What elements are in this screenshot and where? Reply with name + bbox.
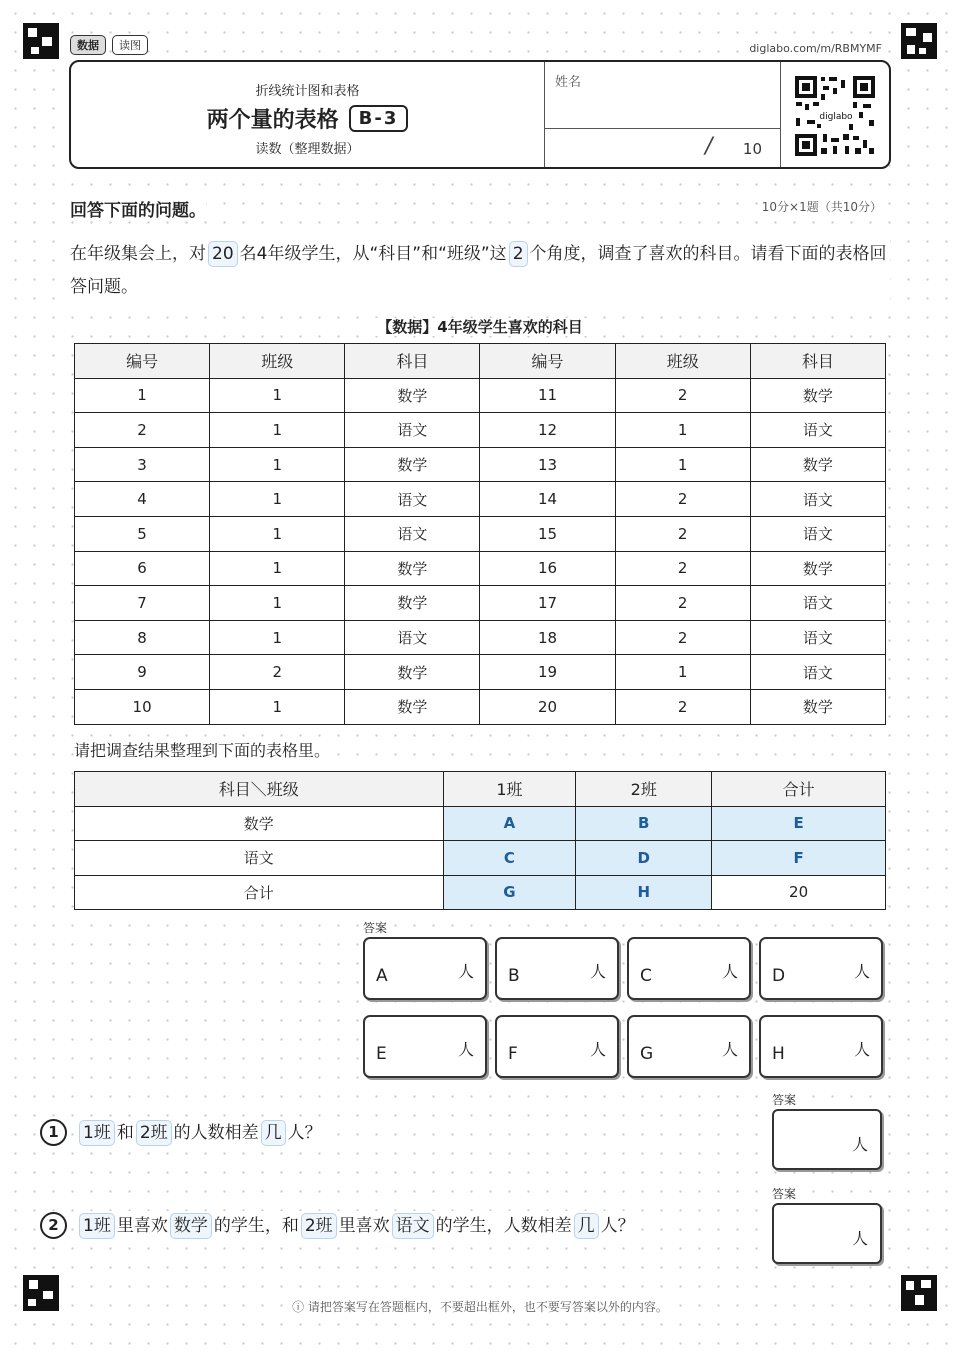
summary-header-row — [75, 772, 886, 807]
angle-count: 2 — [509, 241, 528, 267]
table-cell: 语文 — [750, 516, 885, 551]
table-cell: 1 — [615, 447, 750, 482]
answer-box-D[interactable]: D 人 — [759, 937, 883, 1000]
tag-read-chart: 读图 — [112, 35, 148, 55]
table-row — [75, 378, 886, 413]
summary-col-total: 合计 — [712, 772, 886, 807]
q1-answer-box[interactable]: 人 — [772, 1109, 882, 1170]
table-cell: 1 — [210, 482, 345, 517]
page-url: diglabo.com/m/RBMYMF — [749, 42, 882, 55]
answer-box-B[interactable]: B 人 — [495, 937, 619, 1000]
worksheet-header — [69, 60, 891, 169]
qr-code-icon — [793, 74, 877, 158]
question-fragment: 和 — [116, 1123, 134, 1143]
table-row — [75, 482, 886, 517]
table-cell: 2 — [615, 516, 750, 551]
column-header: 科目 — [750, 344, 885, 379]
table-row — [75, 447, 886, 482]
cell-B: B — [576, 806, 712, 841]
highlight-term: 1班 — [79, 1120, 115, 1146]
column-header: 编号 — [75, 344, 210, 379]
table-row — [75, 620, 886, 655]
table-cell: 13 — [480, 447, 615, 482]
table-cell: 12 — [480, 413, 615, 448]
column-header: 班级 — [210, 344, 345, 379]
corner-marker-top-left — [23, 23, 59, 59]
table-cell: 11 — [480, 378, 615, 413]
highlight-term: 2班 — [301, 1213, 337, 1239]
answer-box-A[interactable]: A 人 — [363, 937, 487, 1000]
table-cell: 6 — [75, 551, 210, 586]
table-row — [75, 586, 886, 621]
table-row — [75, 689, 886, 724]
table-cell: 2 — [615, 482, 750, 517]
table-cell: 语文 — [750, 620, 885, 655]
table-cell: 语文 — [750, 482, 885, 517]
question-fragment: 人？ — [600, 1216, 635, 1236]
data-table — [74, 343, 886, 725]
table-cell: 语文 — [750, 655, 885, 690]
question-number: 2 — [40, 1212, 67, 1239]
table-cell: 数学 — [345, 378, 480, 413]
table-cell: 数学 — [345, 655, 480, 690]
footer-note: ⓘ 请把答案写在答题框内，不要超出框外，也不要写答案以外的内容。 — [0, 1298, 960, 1315]
cell-C: C — [443, 841, 576, 876]
answer-box-H[interactable]: H 人 — [759, 1015, 883, 1078]
summary-row-chinese — [75, 841, 886, 876]
table-cell: 5 — [75, 516, 210, 551]
highlight-term: 1班 — [79, 1213, 115, 1239]
data-table-header-row — [75, 344, 886, 379]
table-cell: 7 — [75, 586, 210, 621]
table-cell: 16 — [480, 551, 615, 586]
table-cell: 9 — [75, 655, 210, 690]
table-cell: 1 — [210, 516, 345, 551]
question-fragment: 的学生，和 — [213, 1216, 299, 1236]
cell-grand-total: 20 — [712, 875, 886, 910]
corner-marker-top-right — [901, 23, 937, 59]
table-cell: 1 — [210, 620, 345, 655]
table-cell: 数学 — [345, 447, 480, 482]
table-cell: 4 — [75, 482, 210, 517]
summary-col-class2: 2班 — [576, 772, 712, 807]
question-1 — [40, 1118, 322, 1146]
summary-row-total — [75, 875, 886, 910]
table-cell: 语文 — [345, 482, 480, 517]
question-text — [77, 1118, 322, 1146]
table-cell: 14 — [480, 482, 615, 517]
table-cell: 1 — [210, 378, 345, 413]
table-cell: 1 — [210, 447, 345, 482]
summary-row-math — [75, 806, 886, 841]
table-cell: 1 — [210, 551, 345, 586]
table-cell: 10 — [75, 689, 210, 724]
organize-prompt: 请把调查结果整理到下面的表格里。 — [74, 738, 330, 761]
table-cell: 18 — [480, 620, 615, 655]
score-slash: / — [705, 134, 713, 159]
student-count: 20 — [208, 241, 238, 267]
highlight-term: 2班 — [136, 1120, 172, 1146]
table-cell: 1 — [210, 689, 345, 724]
column-header: 编号 — [480, 344, 615, 379]
instruction: 回答下面的问题。 — [70, 196, 206, 221]
table-cell: 2 — [615, 551, 750, 586]
table-cell: 2 — [615, 378, 750, 413]
question-2 — [40, 1211, 635, 1239]
cell-F: F — [712, 841, 886, 876]
points-info: 10分×1题（共10分） — [761, 200, 882, 214]
header-topic: 折线统计图和表格 — [255, 84, 360, 99]
column-header: 科目 — [345, 344, 480, 379]
table-cell: 15 — [480, 516, 615, 551]
qr-label: diglabo — [819, 112, 853, 122]
highlight-term: 数学 — [170, 1213, 212, 1239]
cell-E: E — [712, 806, 886, 841]
table-cell: 19 — [480, 655, 615, 690]
table-cell: 数学 — [750, 447, 885, 482]
table-cell: 数学 — [750, 551, 885, 586]
table-cell: 语文 — [750, 413, 885, 448]
row-label: 数学 — [75, 806, 444, 841]
table-row — [75, 413, 886, 448]
question-fragment: 人？ — [287, 1123, 322, 1143]
table-cell: 语文 — [345, 620, 480, 655]
column-header: 班级 — [615, 344, 750, 379]
category-tags — [70, 35, 148, 55]
cell-H: H — [576, 875, 712, 910]
table-cell: 语文 — [750, 586, 885, 621]
answer-box-C[interactable]: C 人 — [627, 937, 751, 1000]
highlight-term: 几 — [574, 1213, 599, 1239]
name-label: 姓名 — [555, 75, 582, 90]
table-cell: 数学 — [750, 689, 885, 724]
answer-box-E[interactable]: E 人 — [363, 1015, 487, 1078]
table-cell: 数学 — [345, 586, 480, 621]
table-cell: 语文 — [345, 413, 480, 448]
q1-answer-label: 答案 — [772, 1093, 797, 1107]
page-title: 两个量的表格 — [206, 108, 339, 133]
table-cell: 1 — [615, 413, 750, 448]
table-cell: 1 — [615, 655, 750, 690]
tag-data: 数据 — [70, 35, 106, 55]
table-cell: 1 — [210, 413, 345, 448]
question-fragment: 里喜欢 — [338, 1216, 390, 1236]
summary-corner-header: 科目＼班级 — [75, 772, 444, 807]
q2-answer-box[interactable]: 人 — [772, 1203, 882, 1264]
data-table-title: 【数据】4年级学生喜欢的科目 — [0, 316, 960, 337]
table-row — [75, 516, 886, 551]
table-cell: 2 — [75, 413, 210, 448]
q2-answer-label: 答案 — [772, 1187, 797, 1201]
table-row — [75, 655, 886, 690]
summary-table — [74, 771, 886, 910]
table-row — [75, 551, 886, 586]
table-cell: 数学 — [750, 378, 885, 413]
table-cell: 3 — [75, 447, 210, 482]
table-cell: 1 — [75, 378, 210, 413]
question-fragment: 里喜欢 — [116, 1216, 168, 1236]
table-cell: 2 — [210, 655, 345, 690]
row-label: 合计 — [75, 875, 444, 910]
cell-G: G — [443, 875, 576, 910]
table-cell: 8 — [75, 620, 210, 655]
table-cell: 20 — [480, 689, 615, 724]
cell-A: A — [443, 806, 576, 841]
question-number: 1 — [40, 1119, 67, 1146]
header-subtitle: 读数（整理数据） — [255, 142, 360, 157]
table-cell: 2 — [615, 586, 750, 621]
answer-box-F[interactable]: F 人 — [495, 1015, 619, 1078]
intro-paragraph: 在年级集会上，对 20 名4年级学生，从“科目”和“班级”这 2 个角度，调查了喜欢的科目。请看下面的表格回答问题。 — [70, 238, 890, 304]
row-label: 语文 — [75, 841, 444, 876]
header-title-area — [71, 62, 545, 167]
answer-box-G[interactable]: G 人 — [627, 1015, 751, 1078]
worksheet-code: B-3 — [349, 105, 409, 132]
table-cell: 17 — [480, 586, 615, 621]
table-cell: 2 — [615, 620, 750, 655]
answers-label: 答案 — [363, 921, 388, 935]
cell-D: D — [576, 841, 712, 876]
table-cell: 2 — [615, 689, 750, 724]
table-cell: 语文 — [345, 516, 480, 551]
name-field[interactable] — [545, 62, 781, 167]
name-divider — [545, 128, 780, 129]
summary-col-class1: 1班 — [443, 772, 576, 807]
highlight-term: 几 — [261, 1120, 286, 1146]
score-total: 10 — [742, 140, 762, 158]
question-fragment: 的人数相差 — [173, 1123, 259, 1143]
highlight-term: 语文 — [392, 1213, 434, 1239]
table-cell: 1 — [210, 586, 345, 621]
question-text — [77, 1211, 635, 1239]
table-cell: 数学 — [345, 551, 480, 586]
question-fragment: 的学生，人数相差 — [435, 1216, 572, 1236]
table-cell: 数学 — [345, 689, 480, 724]
